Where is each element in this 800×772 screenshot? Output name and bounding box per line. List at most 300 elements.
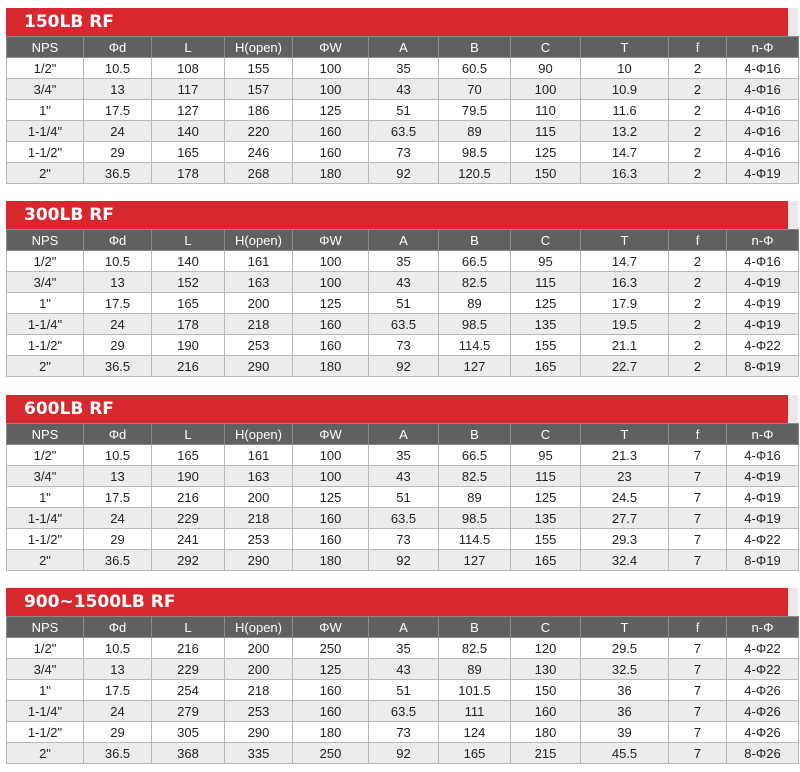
table-cell: 13 [84,466,152,487]
table-cell: 160 [293,529,369,550]
column-header: T [581,617,669,638]
table-cell: 114.5 [439,335,511,356]
table-cell: 2 [669,272,727,293]
table-cell: 17.5 [84,100,152,121]
table-cell: 1-1/4" [7,121,84,142]
table-row [7,335,799,356]
table-cell: 10.5 [84,251,152,272]
column-header: NPS [7,37,84,58]
dimension-table [6,616,799,764]
table-cell: 3/4" [7,659,84,680]
table-cell: 73 [369,142,439,163]
table-cell: 155 [225,58,293,79]
table-cell: 29.5 [581,638,669,659]
table-cell: 160 [293,121,369,142]
table-cell: 1-1/2" [7,335,84,356]
table-cell: 163 [225,272,293,293]
table-cell: 8-Φ19 [727,550,799,571]
table-cell: 4-Φ16 [727,121,799,142]
table-cell: 117 [152,79,225,100]
table-row [7,638,799,659]
table-cell: 43 [369,659,439,680]
column-header: L [152,37,225,58]
table-cell: 89 [439,121,511,142]
table-cell: 135 [511,508,581,529]
table-cell: 157 [225,79,293,100]
table-cell: 100 [511,79,581,100]
table-cell: 29 [84,142,152,163]
table-cell: 1" [7,680,84,701]
table-cell: 254 [152,680,225,701]
table-cell: 4-Φ19 [727,272,799,293]
table-cell: 1-1/4" [7,508,84,529]
table-cell: 200 [225,659,293,680]
table-cell: 178 [152,163,225,184]
table-cell: 22.7 [581,356,669,377]
table-cell: 4-Φ26 [727,680,799,701]
table-cell: 82.5 [439,638,511,659]
table-cell: 98.5 [439,314,511,335]
table-cell: 250 [293,743,369,764]
table-cell: 186 [225,100,293,121]
table-cell: 14.7 [581,142,669,163]
table-cell: 29 [84,529,152,550]
pressure-class-section [6,8,798,184]
table-cell: 4-Φ16 [727,100,799,121]
table-cell: 368 [152,743,225,764]
table-cell: 200 [225,293,293,314]
table-cell: 160 [293,142,369,163]
table-cell: 63.5 [369,701,439,722]
table-cell: 4-Φ16 [727,445,799,466]
table-cell: 4-Φ19 [727,314,799,335]
column-header: H(open) [225,424,293,445]
table-cell: 89 [439,293,511,314]
table-cell: 155 [511,335,581,356]
table-cell: 4-Φ16 [727,251,799,272]
table-cell: 7 [669,466,727,487]
table-row [7,680,799,701]
table-cell: 7 [669,701,727,722]
table-cell: 2 [669,356,727,377]
column-header: C [511,424,581,445]
table-cell: 190 [152,335,225,356]
table-cell: 7 [669,659,727,680]
table-cell: 63.5 [369,121,439,142]
table-cell: 111 [439,701,511,722]
table-cell: 73 [369,335,439,356]
table-cell: 140 [152,121,225,142]
column-header: Φd [84,37,152,58]
table-cell: 23 [581,466,669,487]
table-cell: 4-Φ16 [727,58,799,79]
table-cell: 108 [152,58,225,79]
column-header: NPS [7,617,84,638]
table-cell: 2 [669,163,727,184]
table-cell: 150 [511,680,581,701]
table-cell: 7 [669,550,727,571]
table-cell: 127 [152,100,225,121]
table-cell: 3/4" [7,79,84,100]
table-row [7,487,799,508]
table-cell: 7 [669,743,727,764]
table-row [7,58,799,79]
table-cell: 36.5 [84,550,152,571]
table-cell: 2 [669,100,727,121]
section-title: 300LB RF [6,201,798,229]
column-header: f [669,230,727,251]
table-cell: 2 [669,251,727,272]
table-cell: 14.7 [581,251,669,272]
table-cell: 36 [581,680,669,701]
table-cell: 180 [511,722,581,743]
table-cell: 63.5 [369,508,439,529]
table-cell: 51 [369,680,439,701]
table-cell: 120.5 [439,163,511,184]
table-cell: 3/4" [7,466,84,487]
table-cell: 4-Φ22 [727,638,799,659]
table-cell: 100 [293,251,369,272]
table-cell: 305 [152,722,225,743]
table-cell: 160 [293,314,369,335]
column-header: T [581,424,669,445]
table-cell: 229 [152,508,225,529]
table-cell: 1-1/2" [7,529,84,550]
table-cell: 218 [225,314,293,335]
column-header: f [669,424,727,445]
table-cell: 150 [511,163,581,184]
table-cell: 216 [152,487,225,508]
table-cell: 2 [669,58,727,79]
dimension-table [6,36,799,184]
table-row [7,79,799,100]
column-header: B [439,37,511,58]
table-cell: 1/2" [7,638,84,659]
table-row [7,722,799,743]
table-row [7,550,799,571]
table-cell: 110 [511,100,581,121]
table-row [7,356,799,377]
table-cell: 32.4 [581,550,669,571]
table-cell: 29.3 [581,529,669,550]
table-cell: 220 [225,121,293,142]
table-cell: 290 [225,722,293,743]
table-cell: 253 [225,529,293,550]
table-cell: 4-Φ26 [727,722,799,743]
table-cell: 2 [669,335,727,356]
table-cell: 115 [511,121,581,142]
table-cell: 190 [152,466,225,487]
table-cell: 2" [7,550,84,571]
table-cell: 21.1 [581,335,669,356]
table-cell: 135 [511,314,581,335]
table-cell: 92 [369,550,439,571]
table-cell: 279 [152,701,225,722]
table-cell: 2" [7,743,84,764]
column-header: A [369,424,439,445]
table-row [7,293,799,314]
table-row [7,529,799,550]
table-cell: 1" [7,100,84,121]
table-cell: 35 [369,58,439,79]
table-row [7,701,799,722]
table-cell: 39 [581,722,669,743]
table-cell: 125 [511,142,581,163]
table-cell: 10 [581,58,669,79]
table-cell: 1" [7,487,84,508]
table-row [7,659,799,680]
table-cell: 82.5 [439,272,511,293]
table-cell: 218 [225,508,293,529]
column-header: B [439,617,511,638]
table-cell: 10.9 [581,79,669,100]
column-header: ΦW [293,617,369,638]
table-cell: 7 [669,722,727,743]
table-cell: 36.5 [84,743,152,764]
table-cell: 24 [84,121,152,142]
table-cell: 36.5 [84,356,152,377]
table-cell: 241 [152,529,225,550]
table-cell: 73 [369,529,439,550]
table-cell: 35 [369,251,439,272]
table-cell: 13 [84,272,152,293]
table-cell: 27.7 [581,508,669,529]
table-cell: 13 [84,79,152,100]
column-header: NPS [7,424,84,445]
table-cell: 7 [669,638,727,659]
table-cell: 92 [369,743,439,764]
table-cell: 29 [84,335,152,356]
table-cell: 161 [225,445,293,466]
table-cell: 125 [511,293,581,314]
table-row [7,508,799,529]
table-cell: 115 [511,466,581,487]
table-cell: 2 [669,142,727,163]
column-header: L [152,424,225,445]
table-cell: 4-Φ16 [727,142,799,163]
table-cell: 160 [293,680,369,701]
table-cell: 1/2" [7,58,84,79]
table-cell: 165 [511,550,581,571]
table-cell: 7 [669,508,727,529]
table-cell: 1/2" [7,445,84,466]
column-header: Φd [84,617,152,638]
table-cell: 127 [439,550,511,571]
table-cell: 216 [152,638,225,659]
column-header: A [369,230,439,251]
table-cell: 2" [7,163,84,184]
table-cell: 92 [369,163,439,184]
table-cell: 125 [293,100,369,121]
table-cell: 1-1/2" [7,722,84,743]
column-header: C [511,230,581,251]
table-cell: 250 [293,638,369,659]
table-cell: 125 [511,487,581,508]
column-header: n-Φ [727,617,799,638]
table-cell: 43 [369,466,439,487]
table-cell: 161 [225,251,293,272]
table-cell: 155 [511,529,581,550]
table-cell: 160 [511,701,581,722]
table-cell: 268 [225,163,293,184]
table-cell: 92 [369,356,439,377]
table-cell: 4-Φ22 [727,335,799,356]
column-header: L [152,230,225,251]
table-cell: 160 [293,701,369,722]
table-row [7,445,799,466]
table-cell: 4-Φ19 [727,163,799,184]
table-cell: 178 [152,314,225,335]
table-cell: 124 [439,722,511,743]
table-cell: 2 [669,314,727,335]
table-row [7,100,799,121]
table-cell: 4-Φ22 [727,659,799,680]
table-cell: 2 [669,79,727,100]
table-cell: 290 [225,356,293,377]
column-header: ΦW [293,37,369,58]
table-cell: 10.5 [84,445,152,466]
column-header: A [369,617,439,638]
pressure-class-section [6,395,798,571]
section-title: 150LB RF [6,8,798,36]
table-cell: 2" [7,356,84,377]
table-cell: 66.5 [439,445,511,466]
column-header: H(open) [225,37,293,58]
table-cell: 216 [152,356,225,377]
table-row [7,314,799,335]
dimension-table [6,423,799,571]
table-cell: 180 [293,550,369,571]
column-header: C [511,37,581,58]
table-cell: 1-1/2" [7,142,84,163]
table-cell: 2 [669,121,727,142]
column-header: Φd [84,230,152,251]
table-cell: 4-Φ22 [727,529,799,550]
table-cell: 130 [511,659,581,680]
table-cell: 2 [669,293,727,314]
column-header: ΦW [293,424,369,445]
table-row [7,272,799,293]
table-cell: 17.5 [84,293,152,314]
table-cell: 165 [511,356,581,377]
column-header: T [581,230,669,251]
table-cell: 36 [581,701,669,722]
table-cell: 82.5 [439,466,511,487]
table-cell: 218 [225,680,293,701]
table-cell: 63.5 [369,314,439,335]
table-cell: 79.5 [439,100,511,121]
column-header: n-Φ [727,424,799,445]
table-cell: 165 [152,445,225,466]
table-cell: 180 [293,722,369,743]
table-cell: 11.6 [581,100,669,121]
column-header: B [439,230,511,251]
table-cell: 100 [293,58,369,79]
table-cell: 10.5 [84,638,152,659]
section-title: 900~1500LB RF [6,588,798,616]
table-cell: 43 [369,272,439,293]
table-cell: 180 [293,163,369,184]
table-cell: 335 [225,743,293,764]
column-header: H(open) [225,230,293,251]
table-cell: 51 [369,100,439,121]
table-row [7,121,799,142]
table-cell: 36.5 [84,163,152,184]
table-cell: 21.3 [581,445,669,466]
column-header: n-Φ [727,230,799,251]
table-cell: 66.5 [439,251,511,272]
table-cell: 125 [293,659,369,680]
column-header: T [581,37,669,58]
header-row [7,230,799,251]
table-cell: 17.5 [84,680,152,701]
table-row [7,466,799,487]
table-cell: 140 [152,251,225,272]
table-cell: 125 [293,487,369,508]
table-cell: 125 [293,293,369,314]
table-cell: 16.3 [581,272,669,293]
table-cell: 90 [511,58,581,79]
column-header: L [152,617,225,638]
section-title: 600LB RF [6,395,798,423]
table-cell: 115 [511,272,581,293]
table-cell: 215 [511,743,581,764]
table-cell: 17.9 [581,293,669,314]
table-cell: 16.3 [581,163,669,184]
table-cell: 163 [225,466,293,487]
table-cell: 1-1/4" [7,314,84,335]
table-cell: 8-Φ19 [727,356,799,377]
table-row [7,251,799,272]
table-cell: 292 [152,550,225,571]
pressure-class-section [6,201,798,377]
table-cell: 29 [84,722,152,743]
table-cell: 24 [84,701,152,722]
table-cell: 7 [669,445,727,466]
column-header: Φd [84,424,152,445]
table-cell: 32.5 [581,659,669,680]
table-cell: 180 [293,356,369,377]
table-cell: 4-Φ19 [727,508,799,529]
table-cell: 4-Φ19 [727,293,799,314]
table-row [7,743,799,764]
header-row [7,37,799,58]
table-cell: 95 [511,251,581,272]
column-header: f [669,37,727,58]
table-cell: 98.5 [439,508,511,529]
table-cell: 1-1/4" [7,701,84,722]
table-cell: 98.5 [439,142,511,163]
table-cell: 1" [7,293,84,314]
table-cell: 95 [511,445,581,466]
table-cell: 4-Φ26 [727,701,799,722]
table-cell: 253 [225,335,293,356]
table-cell: 24 [84,314,152,335]
table-row [7,163,799,184]
table-cell: 246 [225,142,293,163]
table-cell: 3/4" [7,272,84,293]
table-cell: 100 [293,466,369,487]
table-cell: 89 [439,487,511,508]
table-cell: 70 [439,79,511,100]
table-cell: 60.5 [439,58,511,79]
header-row [7,617,799,638]
table-cell: 10.5 [84,58,152,79]
table-cell: 7 [669,487,727,508]
table-cell: 73 [369,722,439,743]
table-cell: 19.5 [581,314,669,335]
table-cell: 7 [669,529,727,550]
